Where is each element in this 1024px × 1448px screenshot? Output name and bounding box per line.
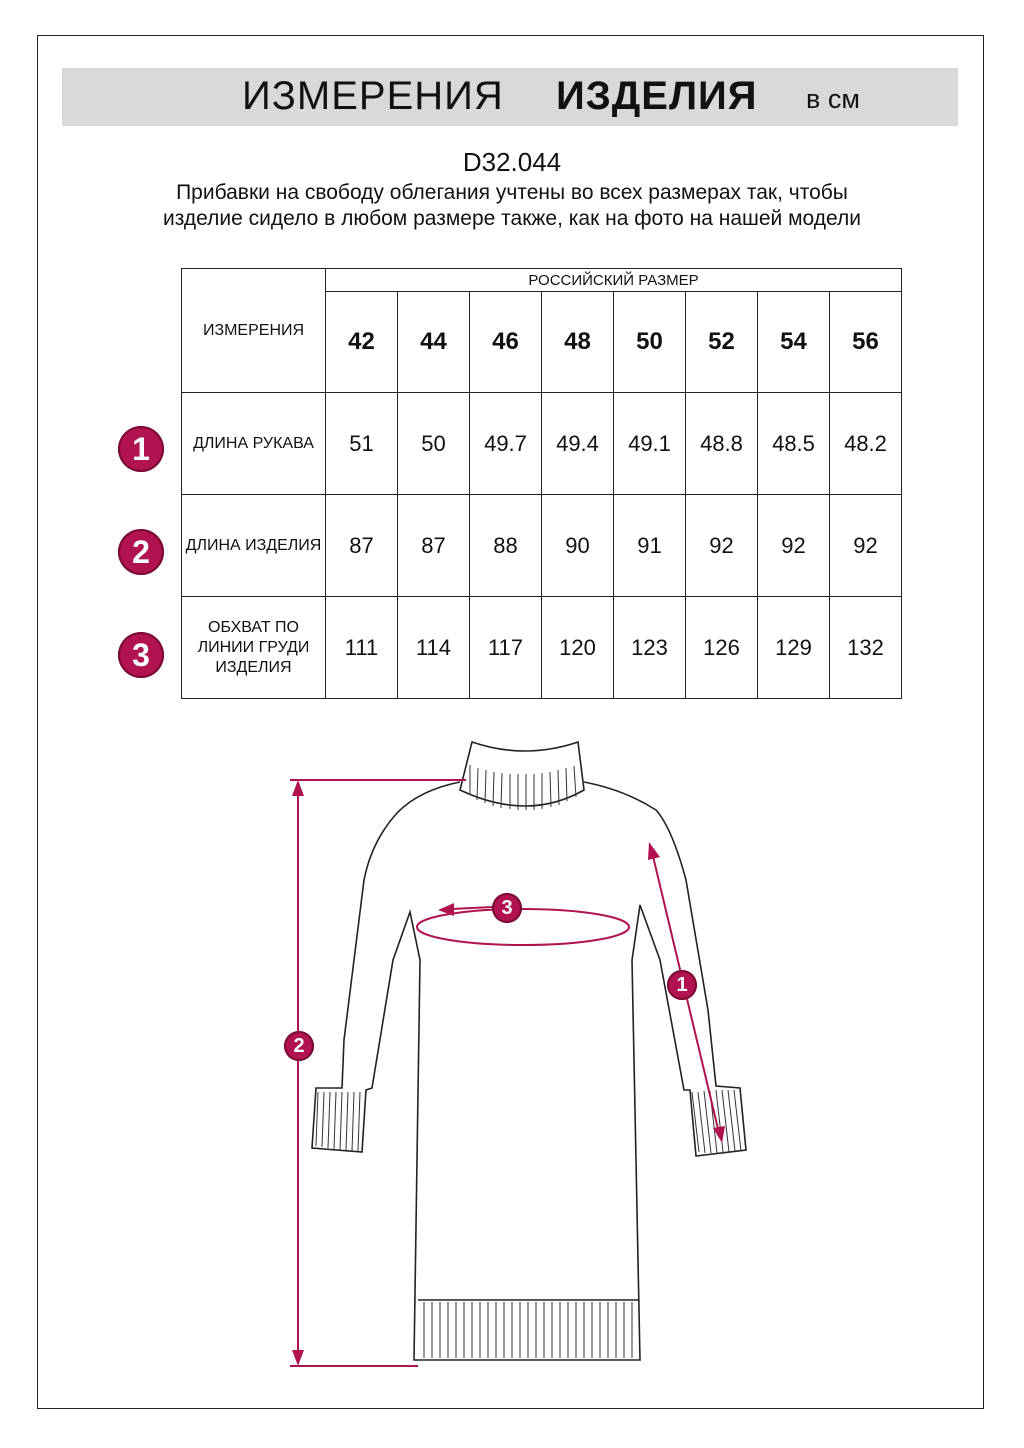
row-label: ДЛИНА РУКАВА	[182, 393, 326, 495]
left-cuff-ribbing	[316, 1092, 360, 1151]
chest-arrow-line	[452, 907, 492, 909]
value-cell: 48.2	[830, 393, 902, 495]
hem-ribbing	[424, 1302, 632, 1358]
value-cell: 92	[830, 495, 902, 597]
value-cell: 117	[470, 597, 542, 699]
value-cell: 88	[470, 495, 542, 597]
value-cell: 48.5	[758, 393, 830, 495]
value-cell: 129	[758, 597, 830, 699]
value-cell: 91	[614, 495, 686, 597]
row-badge-3: 3	[118, 632, 164, 678]
value-cell: 92	[758, 495, 830, 597]
value-cell: 120	[542, 597, 614, 699]
value-cell: 132	[830, 597, 902, 699]
size-cell: 52	[686, 292, 758, 393]
row-badge-2: 2	[118, 529, 164, 575]
chest-ellipse	[417, 909, 629, 945]
value-cell: 51	[326, 393, 398, 495]
size-cell: 50	[614, 292, 686, 393]
diagram-marker-2: 2	[284, 1031, 314, 1061]
value-cell: 48.8	[686, 393, 758, 495]
value-cell: 92	[686, 495, 758, 597]
title-measurements: ИЗМЕРЕНИЯ	[242, 74, 504, 118]
value-cell: 49.4	[542, 393, 614, 495]
row-label: ДЛИНА ИЗДЕЛИЯ	[182, 495, 326, 597]
diagram-marker-3: 3	[492, 893, 522, 923]
size-cell: 48	[542, 292, 614, 393]
row-label: ОБХВАТ ПО ЛИНИИ ГРУДИ ИЗДЕЛИЯ	[182, 597, 326, 699]
value-cell: 114	[398, 597, 470, 699]
title-product: ИЗДЕЛИЯ	[556, 74, 758, 118]
russian-size-header: РОССИЙСКИЙ РАЗМЕР	[326, 269, 902, 292]
arrowheads	[292, 780, 725, 1366]
sleeve-arrow-top	[648, 842, 660, 860]
dress-outline	[312, 742, 746, 1360]
collar-ribbing	[470, 765, 576, 810]
ribbing	[316, 765, 741, 1358]
value-cell: 123	[614, 597, 686, 699]
value-cell: 49.1	[614, 393, 686, 495]
value-cell: 49.7	[470, 393, 542, 495]
model-code: D32.044	[462, 147, 562, 177]
size-cell: 44	[398, 292, 470, 393]
value-cell: 87	[398, 495, 470, 597]
value-cell: 90	[542, 495, 614, 597]
length-arrow-bottom	[292, 1350, 304, 1366]
size-cell: 54	[758, 292, 830, 393]
size-cell: 56	[830, 292, 902, 393]
size-cell: 42	[326, 292, 398, 393]
fit-note: Прибавки на свободу облегания учтены во всех размерах так, чтобы изделие сидело в любом размере также, как на фото на нашей модели	[163, 181, 861, 230]
value-cell: 111	[326, 597, 398, 699]
measurements-header: ИЗМЕРЕНИЯ	[182, 269, 326, 393]
length-arrow-top	[292, 780, 304, 796]
diagram-marker-1: 1	[667, 970, 697, 1000]
value-cell: 126	[686, 597, 758, 699]
value-cell: 87	[326, 495, 398, 597]
measure-lines	[290, 780, 719, 1366]
title-unit: в см	[806, 84, 860, 114]
size-cell: 46	[470, 292, 542, 393]
dress-body	[312, 782, 746, 1360]
row-badge-1: 1	[118, 426, 164, 472]
value-cell: 50	[398, 393, 470, 495]
collar-shape	[460, 742, 584, 806]
